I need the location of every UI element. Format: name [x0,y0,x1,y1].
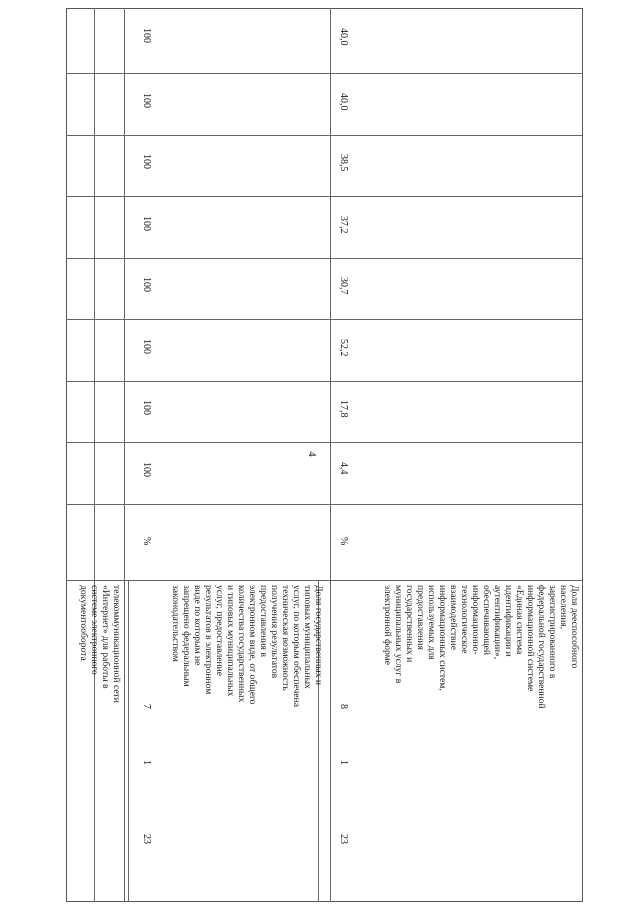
row-value: 100 [141,216,152,231]
row-description [170,585,324,707]
text-line: услуг, предоставление [214,585,225,677]
row-unit: % [338,537,349,546]
text-line: федеральной государственной [536,585,547,709]
page-number: 4 [306,451,318,457]
row-code: 23 [141,834,152,844]
row-value: 30,7 [338,277,349,295]
row-value: 100 [141,339,152,354]
text-line: населения, [558,585,569,630]
text-line: аутентификации», [492,585,503,660]
text-line: системе электронного [89,585,100,675]
grid-line [66,73,583,74]
text-line: документооборота [78,585,89,661]
row-value: 100 [141,93,152,108]
text-line: техническая возможность [280,585,291,691]
row-value: 100 [141,28,152,43]
text-line: взаимодействие [448,585,459,650]
row-value: 52,2 [338,339,349,357]
row-value: 100 [141,277,152,292]
row-value: 37,2 [338,216,349,234]
row-value: 100 [141,400,152,415]
text-line: телекоммуникационной сети [111,585,122,703]
text-line: государственных и [404,585,415,663]
text-line: предоставления в [258,585,269,657]
text-line: «Интернет» для работы в [100,585,111,689]
text-line: и типовых муниципальных [225,585,236,697]
text-line: информационных систем, [437,585,448,691]
grid-line [124,8,125,902]
row-value: 38,5 [338,154,349,172]
row-number: 7 [141,704,152,709]
row-value: 100 [141,462,152,477]
text-line: виде по которым не [192,585,203,666]
row-sub: 1 [338,760,349,765]
row-description [382,585,580,709]
text-line: предоставления [415,585,426,650]
row-value: 4,4 [338,462,349,475]
text-line: «Единая система [514,585,525,655]
text-line: получения результатов [269,585,280,679]
text-line: муниципальных услуг в [393,585,404,684]
text-line: услуг, по которым обеспечена [291,585,302,707]
row-code: 23 [338,834,349,844]
text-line: идентификации и [503,585,514,657]
row-value: 100 [141,154,152,169]
text-line: технологическое [459,585,470,654]
grid-line [66,196,583,197]
row-value: 17,8 [338,400,349,418]
row-unit: % [141,537,152,546]
text-line: электронной форме [382,585,393,666]
grid-line [66,442,583,443]
grid-line [128,580,129,902]
text-line: результатов в электронном [203,585,214,695]
text-line: используемых для [426,585,437,660]
grid-line [66,381,583,382]
row-sub: 1 [141,760,152,765]
grid-line [66,319,583,320]
text-line: информационной системе [525,585,536,692]
grid-line [94,8,95,902]
text-line: количества государственных [236,585,247,703]
grid-line [66,504,583,505]
text-line: Доля государственных и [313,585,324,686]
text-line: информационно- [470,585,481,655]
row-number: 8 [338,704,349,709]
text-line: Доля дееспособного [569,585,580,669]
grid-line [66,135,583,136]
text-line: законодательством [170,585,181,662]
row-value: 40,0 [338,28,349,46]
text-line: зарегистрированного в [547,585,558,679]
text-line: электронном виде, от общего [247,585,258,705]
row-value: 40,0 [338,93,349,111]
grid-line [66,580,583,581]
table-frame [66,8,583,902]
text-line: типовых муниципальных [302,585,313,689]
continuation-text [78,585,122,703]
grid-line [330,8,331,902]
text-line: обеспечивающей [481,585,492,656]
text-line: запрещено федеральным [181,585,192,687]
grid-line [66,258,583,259]
